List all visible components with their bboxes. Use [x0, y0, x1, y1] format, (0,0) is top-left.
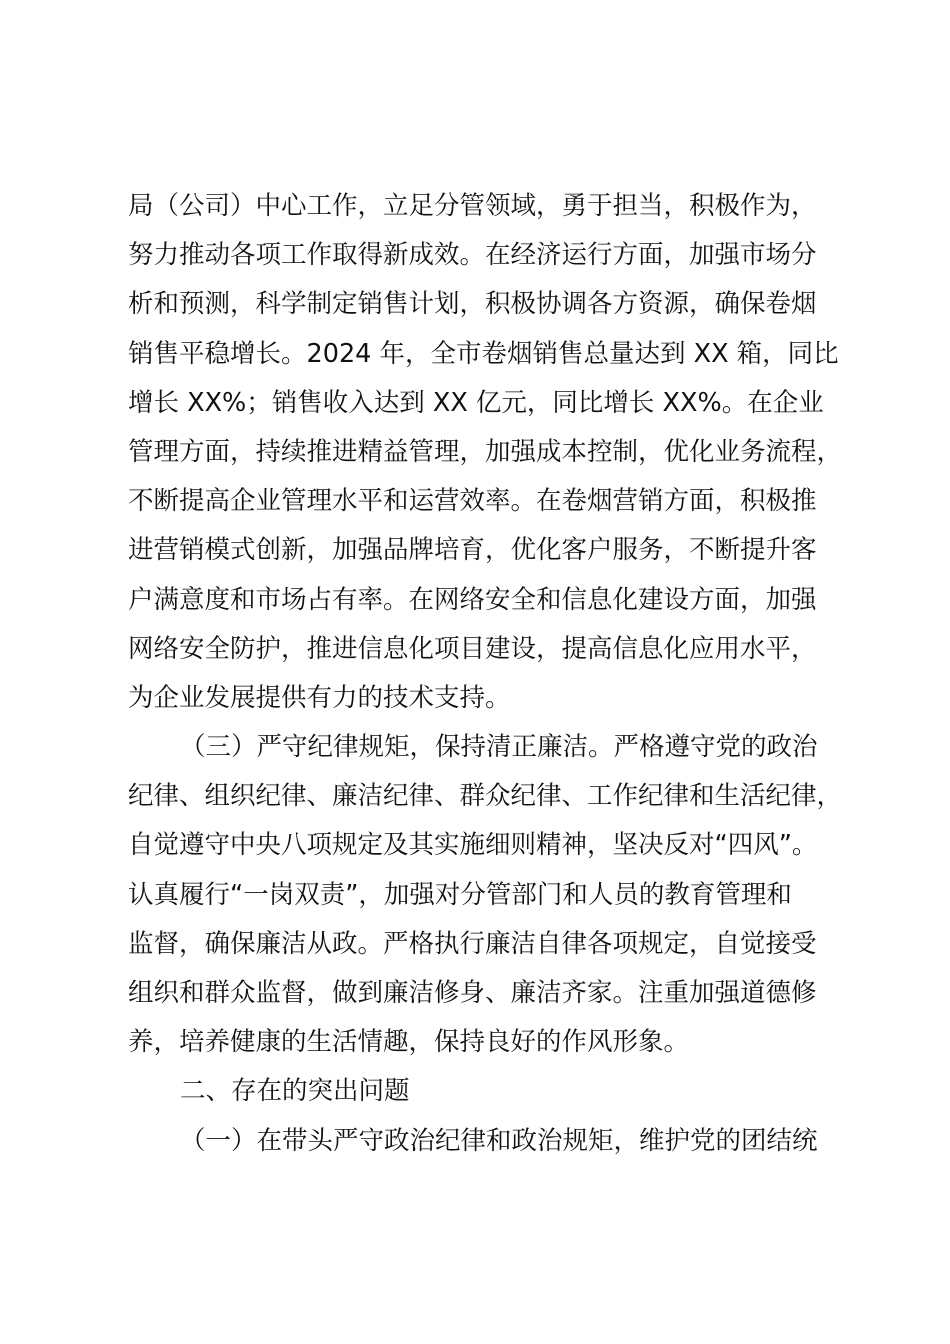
chapter-heading: 二、存在的突出问题 [180, 1076, 410, 1107]
section-heading-line: （一）在带头严守政治纪律和政治规矩，维护党的团结统 [180, 1125, 818, 1156]
body-line: 努力推动各项工作取得新成效。在经济运行方面，加强市场分 [128, 240, 817, 271]
body-line: 户满意度和市场占有率。在网络安全和信息化建设方面，加强 [128, 584, 817, 615]
body-line: 析和预测，科学制定销售计划，积极协调各方资源，确保卷烟 [128, 289, 817, 320]
body-line: 养，培养健康的生活情趣，保持良好的作风形象。 [128, 1027, 690, 1058]
body-line: 组织和群众监督，做到廉洁修身、廉洁齐家。注重加强道德修 [128, 978, 817, 1008]
body-line: 纪律、组织纪律、廉洁纪律、群众纪律、工作纪律和生活纪律， [128, 781, 843, 812]
document-body [128, 182, 856, 1166]
section-heading-line: （三）严守纪律规矩，保持清正廉洁。严格遵守党的政治 [180, 732, 818, 763]
body-line: 不断提高企业管理水平和运营效率。在卷烟营销方面，积极推 [128, 486, 817, 517]
body-line: 监督，确保廉洁从政。严格执行廉洁自律各项规定，自觉接受 [128, 928, 817, 959]
body-line: 进营销模式创新，加强品牌培育，优化客户服务，不断提升客 [128, 535, 817, 566]
body-line: 增长 XX%；销售收入达到 XX 亿元，同比增长 XX%。在企业 [128, 387, 824, 418]
body-line: 网络安全防护，推进信息化项目建设，提高信息化应用水平， [128, 633, 817, 664]
body-line: 管理方面，持续推进精益管理，加强成本控制，优化业务流程， [128, 436, 843, 467]
body-line: 认真履行“一岗双责”，加强对分管部门和人员的教育管理和 [128, 879, 792, 910]
body-line: 销售平稳增长。2024 年，全市卷烟销售总量达到 XX 箱，同比 [128, 338, 839, 369]
body-line: 自觉遵守中央八项规定及其实施细则精神，坚决反对“四风”。 [128, 830, 818, 861]
body-line: 局（公司）中心工作，立足分管领域，勇于担当，积极作为， [128, 191, 817, 221]
body-line: 为企业发展提供有力的技术支持。 [128, 682, 511, 713]
